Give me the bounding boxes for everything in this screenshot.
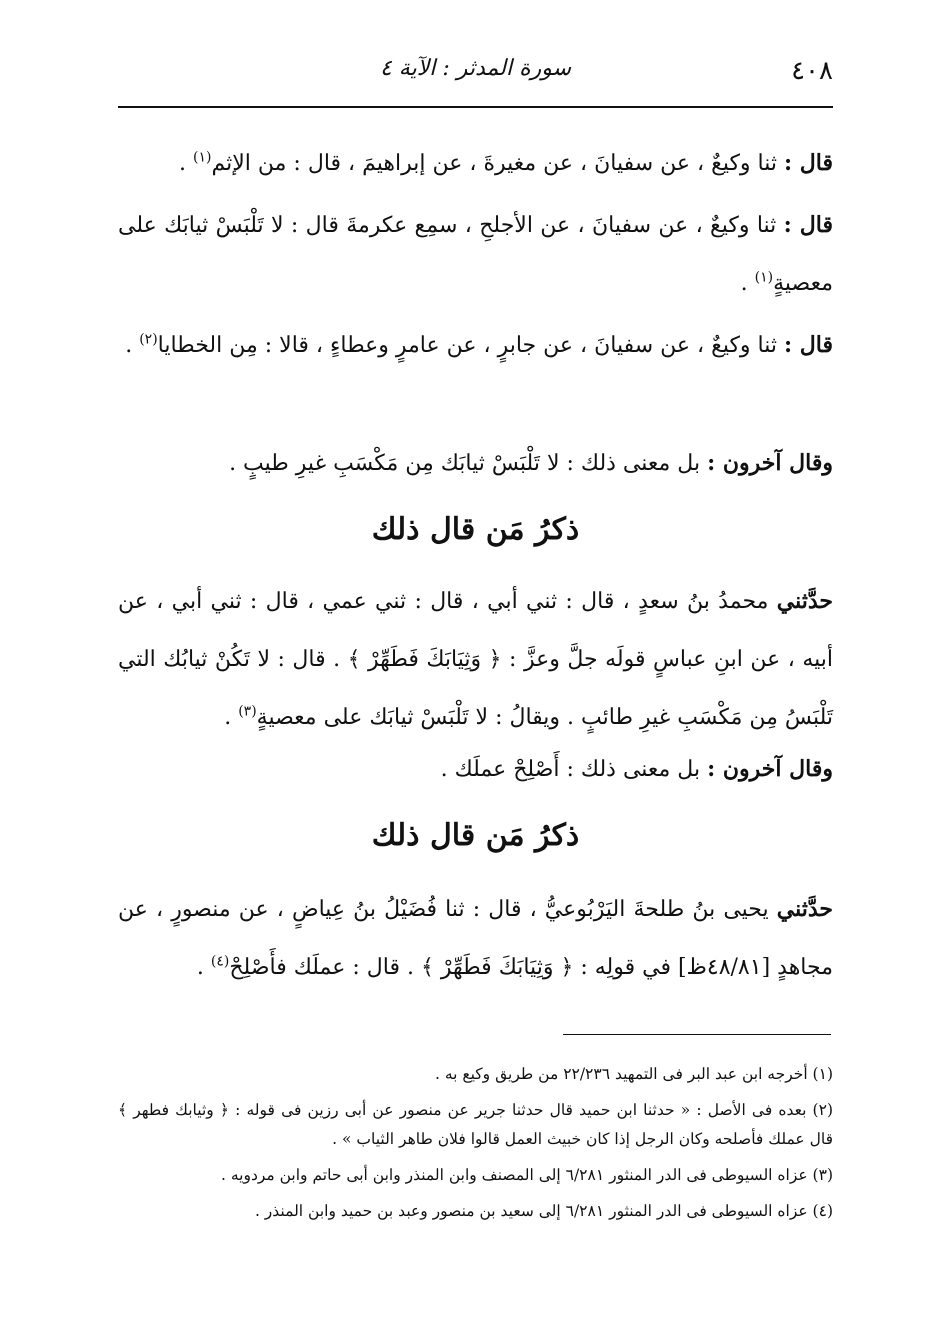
- header-divider: [118, 106, 833, 108]
- paragraph-2: [118, 196, 833, 313]
- paragraph-7: [118, 880, 833, 997]
- paragraph-tail: .: [740, 271, 755, 296]
- section-heading-1: ذكرُ مَن قال ذلك: [371, 512, 580, 547]
- footnote-ref[interactable]: (٣): [238, 703, 257, 720]
- paragraph-4: [118, 434, 833, 493]
- paragraph-1: [118, 134, 833, 193]
- footnote-divider: [563, 1034, 831, 1035]
- paragraph-text: ثنا وكيعٌ ، عن سفيانَ ، عن الأجلحِ ، سمِع عكرمةَ قال : لا تَلْبَسْ ثيابَك على معصيةٍ: [118, 213, 833, 296]
- footnote-3: (٣) عزاه السيوطى فى الدر المنثور ٦/٢٨١ إلى المصنف وابن المنذر وابن أبى حاتم وابن مردويه .: [220, 1166, 833, 1184]
- page-number: ٤٠٨: [791, 56, 833, 86]
- footnote-ref[interactable]: (١): [193, 149, 212, 166]
- footnote-2: (٢) بعده فى الأصل : « حدثنا ابن حميد قال حدثنا جرير عن منصور عن أبى رزين فى قوله : ﴿ وثيابك فطهر ﴾ قال عملك فأصلحه وكان الرجل إذا كان خبيث العمل قالوا فلان طاهر الثياب » .: [118, 1101, 833, 1148]
- paragraph-5: [118, 572, 833, 747]
- paragraph-tail: .: [224, 705, 239, 730]
- paragraph-text: يحيى بنُ طلحةَ اليَرْبُوعيُّ ، قال : ثنا فُضَيْلُ بنُ عِياضٍ ، عن منصورٍ ، عن مجاهدٍ [٤٨/٨١ظ] في قولِه : ﴿ وَثِيَابَكَ فَطَهِّرْ ﴾ . قال : عملَك فأَصْلِحْ: [118, 897, 833, 980]
- paragraph-lead: وقال آخرون :: [707, 450, 833, 476]
- paragraph-lead: وقال آخرون :: [707, 756, 833, 782]
- footnote-4: (٤) عزاه السيوطى فى الدر المنثور ٦/٢٨١ إلى سعيد بن منصور وعبد بن حميد وابن المنذر .: [254, 1202, 833, 1220]
- paragraph-lead: قال :: [783, 212, 833, 238]
- paragraph-text: بل معنى ذلك : لا تَلْبَسْ ثيابَك مِن مَكْسَبِ غيرِ طيبٍ .: [229, 451, 708, 476]
- paragraph-tail: .: [125, 333, 140, 358]
- paragraph-lead: حدَّثني: [776, 588, 834, 614]
- section-heading-2: ذكرُ مَن قال ذلك: [371, 818, 580, 853]
- footnote-1: (١) أخرجه ابن عبد البر فى التمهيد ٢٢/٢٣٦ من طريق وكيع به .: [434, 1065, 833, 1083]
- paragraph-tail: .: [196, 955, 211, 980]
- paragraph-lead: قال :: [784, 332, 833, 358]
- paragraph-text: محمدُ بنُ سعدٍ ، قال : ثني أبي ، قال : ثني عمي ، قال : ثني أبي ، عن أبيه ، عن ابنِ عباسٍ قولَه جلَّ وعزَّ : ﴿ وَثِيَابَكَ فَطَهِّرْ ﴾ . قال : لا تَكُنْ ثيابُك التي تَلْبَسُ مِن مَكْسَبِ غيرِ طائبٍ . ويقالُ : لا تَلْبَسْ ثيابَك على معصيةٍ: [118, 589, 833, 730]
- footnote-ref[interactable]: (١): [754, 269, 774, 286]
- footnote-ref[interactable]: (٢): [139, 331, 158, 348]
- footnotes: [118, 1060, 833, 1233]
- paragraph-3: [118, 316, 833, 375]
- surah-title: سورة المدثر : الآية ٤: [379, 56, 572, 81]
- page-header: [118, 52, 833, 98]
- paragraph-text: بل معنى ذلك : أَصْلِحْ عملَك .: [440, 757, 708, 782]
- paragraph-lead: حدَّثني: [776, 896, 833, 922]
- footnote-ref[interactable]: (٤): [210, 953, 230, 970]
- paragraph-lead: قال :: [784, 150, 833, 176]
- paragraph-6: [118, 740, 833, 799]
- paragraph-text: ثنا وكيعٌ ، عن سفيانَ ، عن مغيرةَ ، عن إبراهيمَ ، قال : من الإثم: [211, 151, 785, 176]
- paragraph-tail: .: [179, 151, 194, 176]
- paragraph-text: ثنا وكيعٌ ، عن سفيانَ ، عن جابرٍ ، عن عامرٍ وعطاءٍ ، قالا : مِن الخطايا: [157, 333, 785, 358]
